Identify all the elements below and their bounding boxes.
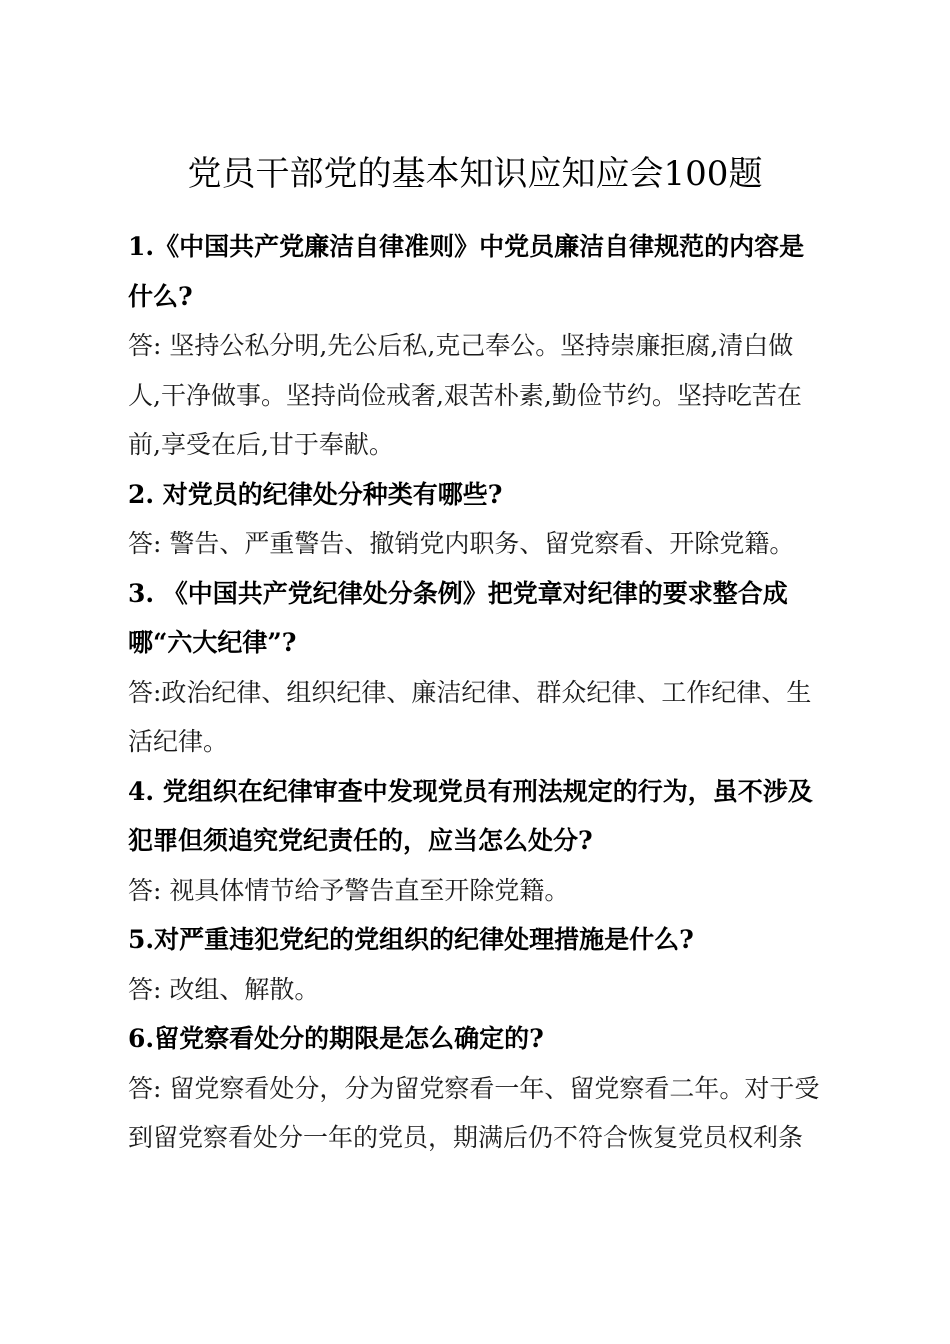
question-text: 1.《中国共产党廉洁自律准则》中党员廉洁自律规范的内容是什么? (128, 232, 805, 311)
document-title: 党员干部党的基本知识应知应会100题 (187, 153, 763, 194)
answer-text: 答: 视具体情节给予警告直至开除党籍。 (128, 875, 570, 905)
qa-list (128, 222, 824, 1163)
qa-item (128, 222, 824, 470)
answer-text: 答: 警告、严重警告、撤销党内职务、留党察看、开除党籍。 (128, 529, 795, 558)
qa-item (128, 1014, 824, 1163)
question-text: 5.对严重违犯党纪的党组织的纪律处理措施是什么? (128, 925, 694, 954)
question-text: 4. 党组织在纪律审查中发现党员有刑法规定的行为，虽不涉及犯罪但须追究党纪责任的，应当怎么处分? (128, 776, 813, 855)
answer-text: 答: 坚持公私分明,先公后私,克己奉公。坚持崇廉拒腐,清白做人,干净做事。坚持尚俭戒奢,艰苦朴素,勤俭节约。坚持吃苦在前,享受在后,甘于奉献。 (128, 331, 802, 459)
qa-item (128, 569, 824, 767)
answer-text: 答: 改组、解散。 (128, 974, 320, 1004)
question-text: 6.留党察看处分的期限是怎么确定的? (128, 1024, 544, 1053)
answer-text: 答: 留党察看处分，分为留党察看一年、留党察看二年。对于受到留党察看处分一年的党员，期满后仍不符合恢复党员权利条 (128, 1073, 820, 1152)
answer-text: 答:政治纪律、组织纪律、廉洁纪律、群众纪律、工作纪律、生活纪律。 (128, 677, 812, 756)
question-text: 3. 《中国共产党纪律处分条例》把党章对纪律的要求整合成哪“六大纪律”? (128, 578, 788, 657)
qa-item (128, 915, 824, 1014)
qa-item (128, 767, 824, 916)
qa-item (128, 470, 824, 569)
question-text: 2. 对党员的纪律处分种类有哪些? (128, 479, 503, 509)
